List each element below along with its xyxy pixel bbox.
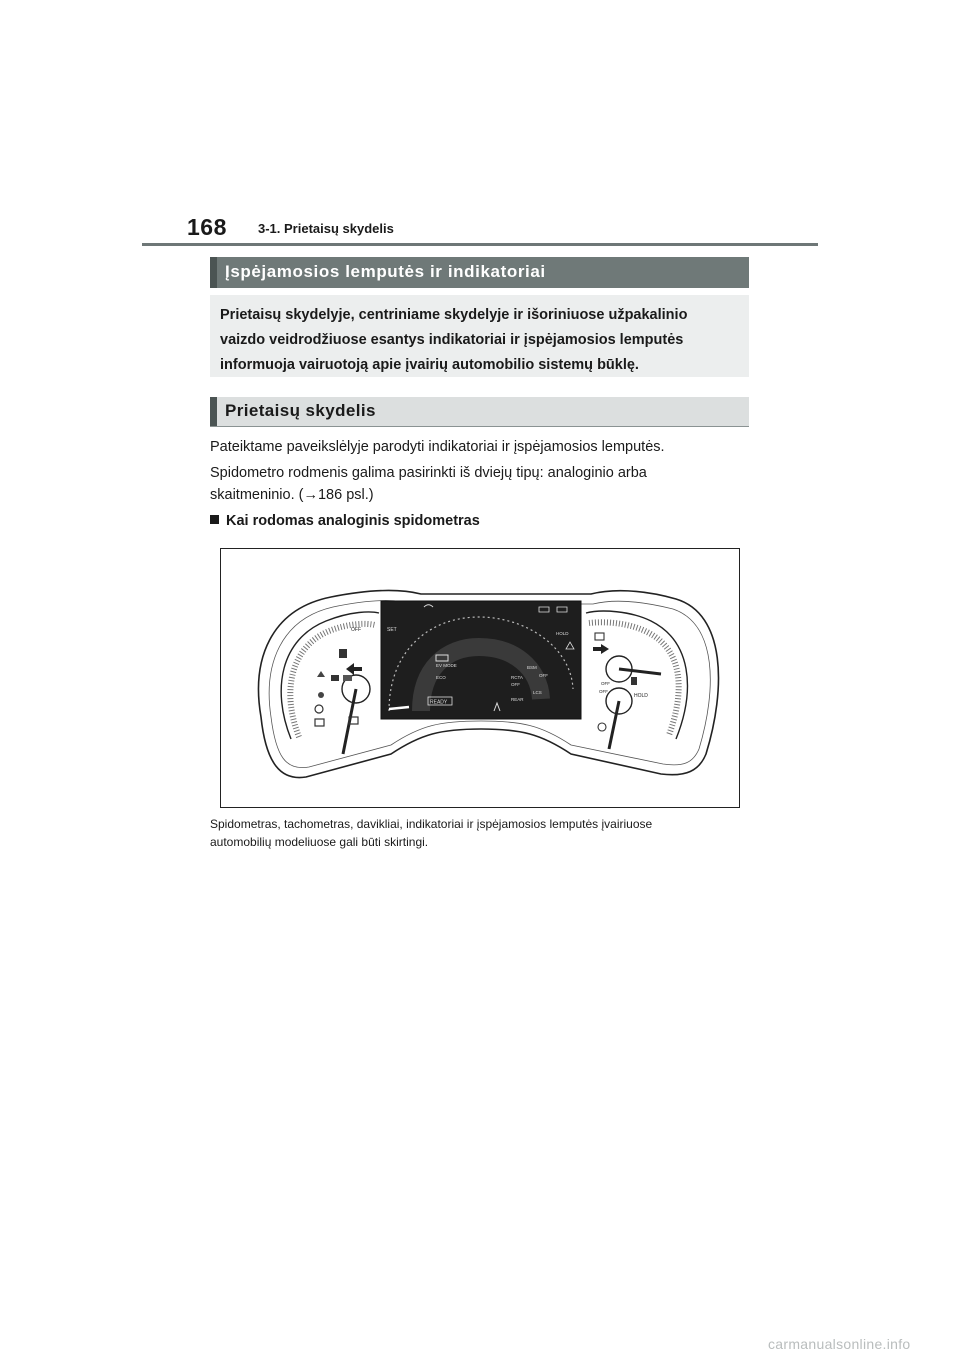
section-title: Prietaisų skydelis bbox=[225, 401, 376, 420]
center-display bbox=[381, 601, 581, 719]
instrument-cluster-figure bbox=[220, 548, 740, 808]
figure-caption-line-2: automobilių modeliuose gali būti skirtingi. bbox=[210, 835, 429, 849]
fog-light-indicator-icon bbox=[343, 675, 352, 681]
instrument-cluster-illustration bbox=[221, 549, 739, 807]
eco-indicator-icon bbox=[339, 649, 347, 658]
intro-line-1: Prietaisų skydelyje, centriniame skydelyje ir išoriniuose užpakalinio bbox=[220, 307, 688, 323]
body-paragraph-2-line-2: skaitmeninio. (→186 psl.) bbox=[210, 487, 374, 503]
bullet-heading bbox=[210, 513, 480, 529]
intro-line-2: vaizdo veidrodžiuose esantys indikatoriai ir įspėjamosios lemputės bbox=[220, 332, 684, 348]
eco-mode-label: ECO bbox=[436, 675, 446, 680]
icon-label-off-b: OFF bbox=[511, 682, 520, 687]
bsm-label: BSM bbox=[527, 665, 537, 670]
bullet-heading-text: Kai rodomas analoginis spidometras bbox=[226, 513, 480, 529]
airbag-warning-icon bbox=[318, 692, 324, 698]
fuel-gauge-icon bbox=[631, 677, 637, 685]
section-bar bbox=[210, 397, 749, 427]
page-number: 168 bbox=[187, 214, 227, 240]
watermark: carmanualsonline.info bbox=[768, 1336, 911, 1352]
body-paragraph-2 bbox=[210, 462, 750, 506]
ready-indicator-label: READY bbox=[430, 699, 448, 706]
figure-caption bbox=[210, 815, 750, 851]
body-paragraph-1: Pateiktame paveikslėlyje parodyti indikatoriai ir įspėjamosios lemputės. bbox=[210, 439, 665, 455]
running-head: 3-1. Prietaisų skydelis bbox=[258, 221, 394, 236]
title-bar bbox=[210, 257, 749, 288]
section-bar-accent bbox=[210, 397, 217, 426]
lcs-label: LCS bbox=[533, 690, 542, 695]
rear-label: REAR bbox=[511, 697, 524, 702]
page-title: Įspėjamosios lemputės ir indikatoriai bbox=[225, 262, 546, 281]
hold-small-label: HOLD bbox=[556, 631, 569, 636]
title-bar-accent bbox=[210, 257, 217, 288]
ev-mode-label: EV MODE bbox=[436, 663, 457, 668]
intro-line-3: informuoja vairuotoją apie įvairių automobilio sistemų būklę. bbox=[220, 357, 639, 373]
headlight-indicator-icon bbox=[331, 675, 339, 681]
icon-label-off-c: OFF bbox=[539, 673, 548, 678]
hold-label: HOLD bbox=[634, 693, 648, 699]
header-rule bbox=[142, 243, 818, 246]
figure-caption-line-1: Spidometras, tachometras, davikliai, indikatoriai ir įspėjamosios lemputės įvairiuose bbox=[210, 817, 653, 831]
body-paragraph-2-line-1: Spidometro rodmenis galima pasirinkti iš dviejų tipų: analoginio arba bbox=[210, 465, 647, 481]
square-bullet-icon bbox=[210, 515, 219, 524]
cruise-set-label: SET bbox=[387, 627, 397, 633]
icon-label-off-d: OFF bbox=[601, 681, 610, 686]
icon-label-off-a: OFF bbox=[351, 627, 361, 633]
intro-box bbox=[210, 295, 749, 377]
trac-off-label: OFF bbox=[599, 689, 608, 694]
rcta-label: RCTA bbox=[511, 675, 523, 680]
center-display-screen bbox=[381, 601, 581, 719]
